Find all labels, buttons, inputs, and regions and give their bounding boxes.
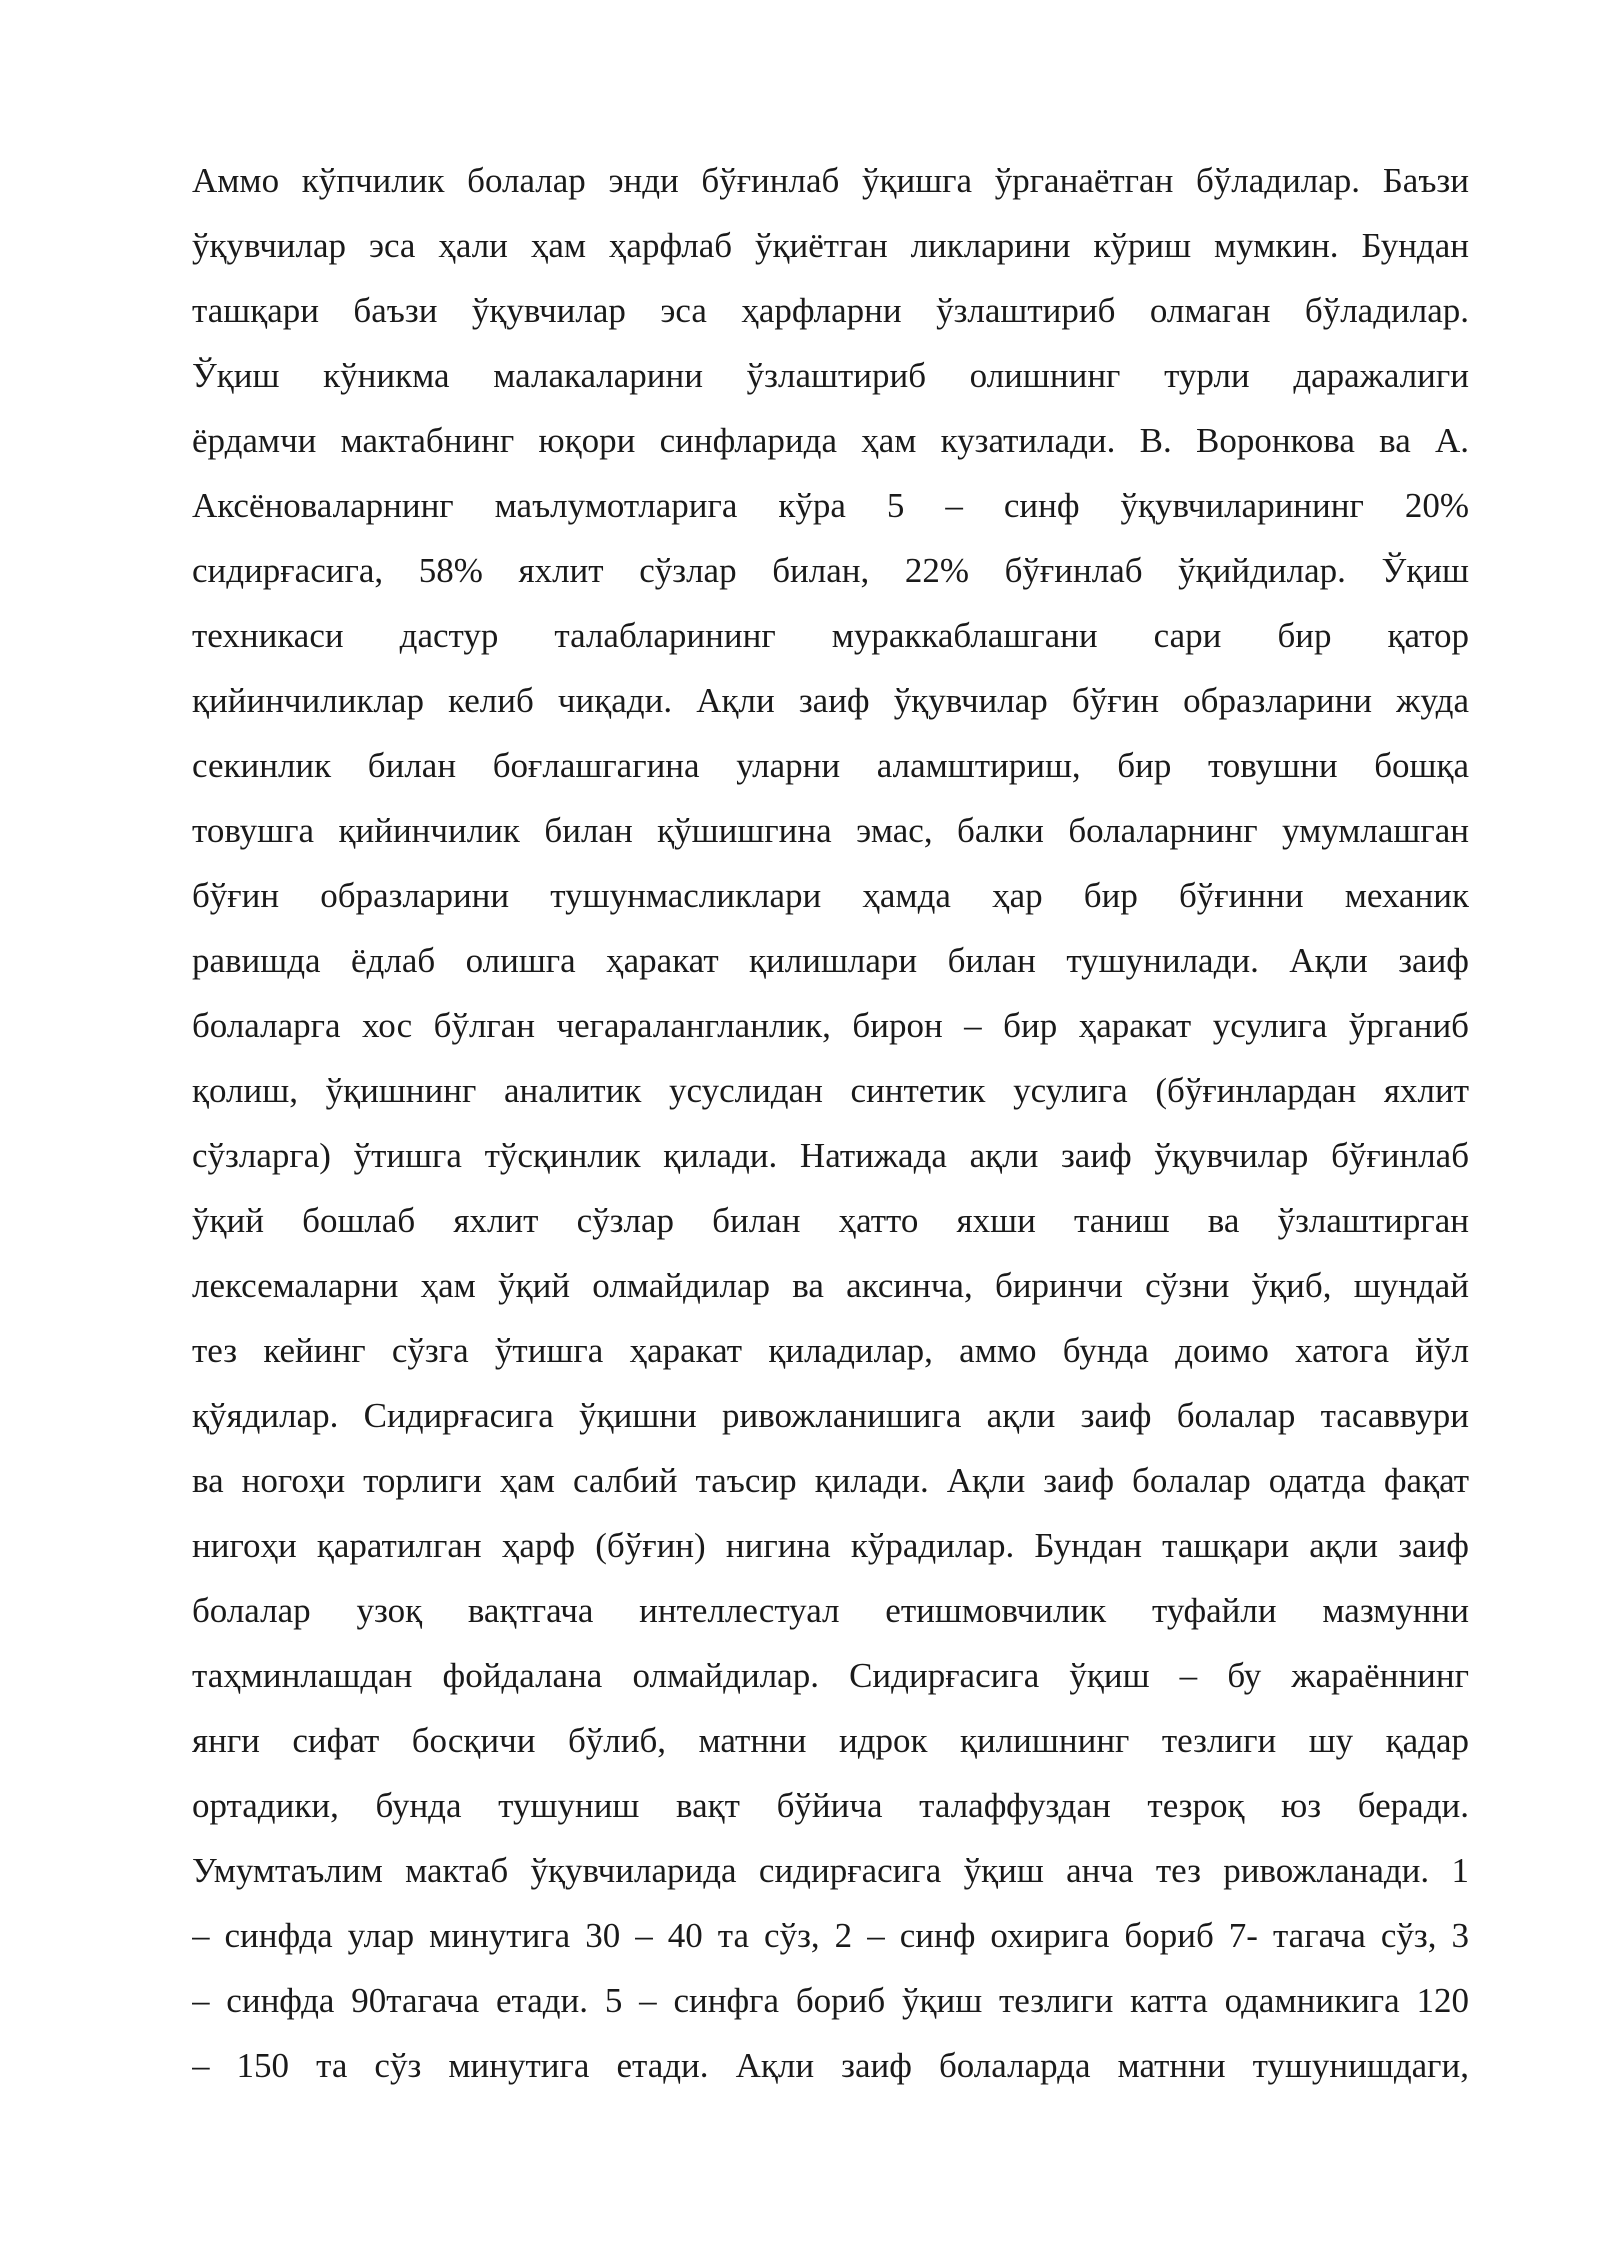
text-line: болаларга хос бўлган чегаралангланлик, бирон – бир ҳаракат усулига ўрганиб: [192, 1006, 1469, 1045]
text-line: – синфда 90тагача етади. 5 – синфга бориб ўқиш тезлиги катта одамникига 120: [192, 1981, 1469, 2020]
text-line: бўғин образларини тушунмасликлари ҳамда ҳар бир бўғинни механик: [192, 876, 1469, 915]
text-line: ва ногоҳи торлиги ҳам салбий таъсир қилади. Ақли заиф болалар одатда фақат: [192, 1461, 1469, 1500]
text-line: Ўқиш кўникма малакаларини ўзлаштириб олишнинг турли даражалиги: [192, 356, 1469, 395]
text-line: секинлик билан боғлашгагина уларни аламштириш, бир товушни бошқа: [192, 746, 1469, 785]
text-line: янги сифат босқичи бўлиб, матнни идрок қилишнинг тезлиги шу қадар: [192, 1721, 1469, 1760]
text-line: таҳминлашдан фойдалана олмайдилар. Сидирғасига ўқиш – бу жараённинг: [192, 1656, 1469, 1695]
text-line: ташқари баъзи ўқувчилар эса ҳарфларни ўзлаштириб олмаган бўладилар.: [192, 291, 1469, 330]
text-line: ўқувчилар эса ҳали ҳам ҳарфлаб ўқиётган ликларини кўриш мумкин. Бундан: [192, 226, 1469, 265]
text-line: – синфда улар минутига 30 – 40 та сўз, 2 – синф охирига бориб 7- тагача сўз, 3: [192, 1916, 1469, 1955]
text-line: товушга қийинчилик билан қўшишгина эмас, балки болаларнинг умумлашган: [192, 811, 1469, 850]
text-line: сидирғасига, 58% яхлит сўзлар билан, 22% бўғинлаб ўқийдилар. Ўқиш: [192, 551, 1469, 590]
text-line: сўзларга) ўтишга тўсқинлик қилади. Натижада ақли заиф ўқувчилар бўғинлаб: [192, 1136, 1469, 1175]
text-line: қўядилар. Сидирғасига ўқишни ривожланишига ақли заиф болалар тасаввури: [192, 1396, 1469, 1435]
text-line: Аммо кўпчилик болалар энди бўғинлаб ўқишга ўрганаётган бўладилар. Баъзи: [192, 161, 1469, 200]
body-paragraph: [192, 148, 1469, 2098]
text-line: Аксёноваларнинг маълумотларига кўра 5 – синф ўқувчиларининг 20%: [192, 486, 1469, 525]
text-line: техникаси дастур талабларининг мураккаблашгани сари бир қатор: [192, 616, 1469, 655]
text-line: ўқий бошлаб яхлит сўзлар билан ҳатто яхши таниш ва ўзлаштирган: [192, 1201, 1469, 1240]
text-line: нигоҳи қаратилган ҳарф (бўғин) нигина кўрадилар. Бундан ташқари ақли заиф: [192, 1526, 1469, 1565]
text-line: ортадики, бунда тушуниш вақт бўйича талаффуздан тезроқ юз беради.: [192, 1786, 1469, 1825]
text-line: ёрдамчи мактабнинг юқори синфларида ҳам кузатилади. В. Воронкова ва А.: [192, 421, 1469, 460]
text-line: болалар узоқ вақтгача интеллестуал етишмовчилик туфайли мазмунни: [192, 1591, 1469, 1630]
text-line: тез кейинг сўзга ўтишга ҳаракат қиладилар, аммо бунда доимо хатога йўл: [192, 1331, 1469, 1370]
text-line: лексемаларни ҳам ўқий олмайдилар ва аксинча, биринчи сўзни ўқиб, шундай: [192, 1266, 1469, 1305]
text-line: равишда ёдлаб олишга ҳаракат қилишлари билан тушунилади. Ақли заиф: [192, 941, 1469, 980]
text-line: қийинчиликлар келиб чиқади. Ақли заиф ўқувчилар бўғин образларини жуда: [192, 681, 1469, 720]
text-line: Умумтаълим мактаб ўқувчиларида сидирғасига ўқиш анча тез ривожланади. 1: [192, 1851, 1469, 1890]
text-line: қолиш, ўқишнинг аналитик усуслидан синтетик усулига (бўғинлардан яхлит: [192, 1071, 1469, 1110]
text-line: – 150 та сўз минутига етади. Ақли заиф болаларда матнни тушунишдаги,: [192, 2046, 1469, 2085]
